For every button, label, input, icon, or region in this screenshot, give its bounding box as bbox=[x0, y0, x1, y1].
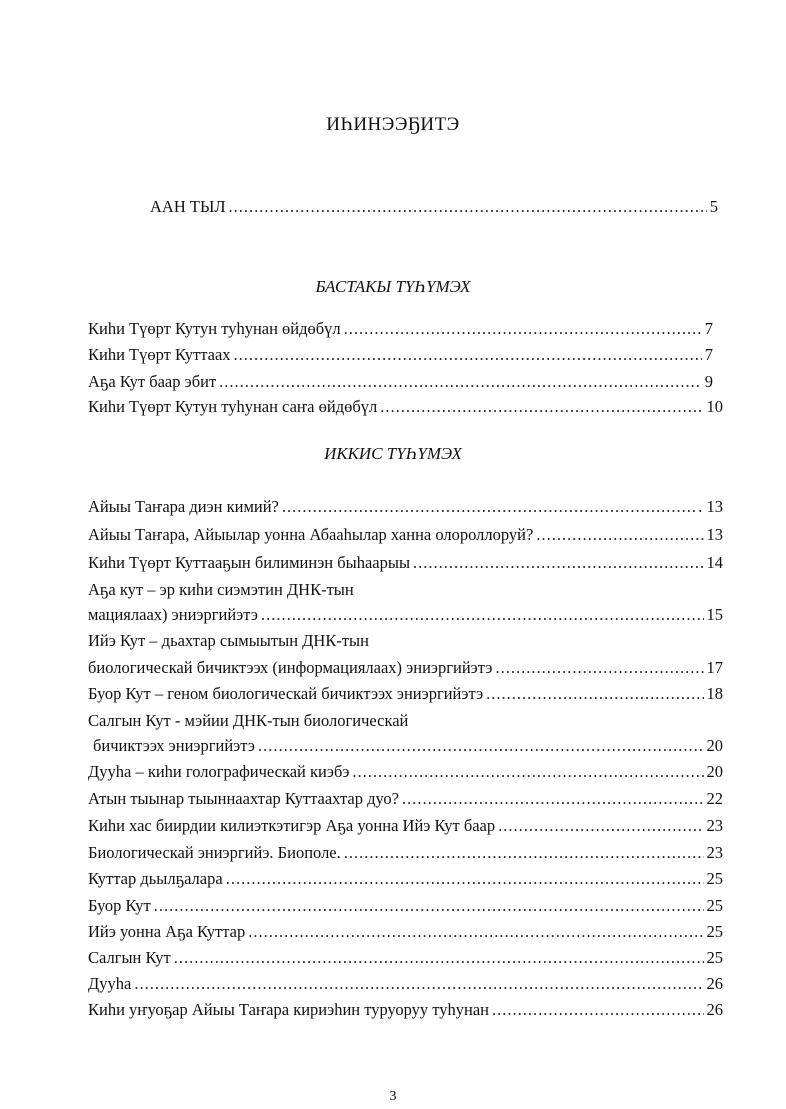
toc-entry[interactable] bbox=[88, 552, 723, 574]
toc-entry-text: Киһи хас биирдии килиэткэтигэр Аҕа уонна Ийэ Кут баар bbox=[88, 816, 496, 835]
toc-entry-page: 25 bbox=[706, 869, 723, 888]
dot-leader bbox=[352, 761, 703, 783]
toc-entry[interactable] bbox=[88, 496, 723, 518]
toc-entry-text: Атын тыынар тыыннаахтар Куттаахтар дуо? bbox=[88, 789, 399, 808]
dot-leader bbox=[536, 524, 703, 546]
toc-entry-page: 18 bbox=[706, 684, 723, 703]
toc-entry[interactable] bbox=[88, 973, 723, 995]
toc-entry[interactable] bbox=[88, 371, 713, 393]
toc-entry-text: бичиктээх эниэргийэтэ bbox=[93, 736, 255, 755]
dot-leader bbox=[258, 735, 704, 757]
toc-entry-page: 7 bbox=[704, 319, 713, 338]
toc-entry-text: Айыы Таҥара диэн кимий? bbox=[88, 497, 279, 516]
dot-leader bbox=[282, 496, 695, 518]
toc-entry-text: Киһи Түөрт Кутун туһунан саҥа өйдөбүл bbox=[88, 397, 378, 416]
toc-entry-page: 25 bbox=[706, 896, 723, 915]
dot-leader bbox=[174, 947, 704, 969]
toc-entry-first-line: Салгын Кут - мэйии ДНК-тын биологическай bbox=[88, 711, 409, 730]
toc-entry[interactable] bbox=[88, 683, 723, 705]
toc-entry-text: Дууһа – киһи голографическай киэбэ bbox=[88, 762, 350, 781]
toc-entry-intro[interactable] bbox=[150, 196, 718, 218]
toc-entry-page: 9 bbox=[704, 372, 713, 391]
dot-leader bbox=[380, 396, 703, 418]
toc-entry-text: Дууһа bbox=[88, 974, 132, 993]
toc-entry-page: 26 bbox=[706, 1000, 723, 1019]
dot-leader bbox=[413, 552, 703, 574]
section-heading-1: БАСТАКЫ ТҮҺҮМЭХ bbox=[315, 277, 471, 296]
toc-entry-page: . 13 bbox=[698, 497, 723, 516]
toc-entry-page: 23 bbox=[706, 843, 723, 862]
toc-entry-page: 20 bbox=[706, 736, 723, 755]
toc-entry-text: Салгын Кут bbox=[88, 948, 171, 967]
page-number: 3 bbox=[389, 1089, 397, 1104]
dot-leader bbox=[492, 999, 704, 1021]
toc-entry[interactable] bbox=[88, 396, 723, 418]
toc-entry-text: биологическай бичиктээх (информациялаах) эниэргийэтэ bbox=[88, 658, 493, 677]
toc-entry[interactable] bbox=[88, 604, 723, 626]
dot-leader bbox=[229, 196, 707, 218]
toc-entry-page: 14 bbox=[706, 553, 723, 572]
toc-entry-text: Куттар дьылҕалара bbox=[88, 869, 223, 888]
toc-entry[interactable] bbox=[88, 947, 723, 969]
toc-entry[interactable] bbox=[88, 524, 723, 546]
toc-entry-first-line: Ийэ Кут – дьахтар сымыытын ДНК-тын bbox=[88, 631, 369, 650]
dot-leader bbox=[219, 371, 702, 393]
toc-entry[interactable] bbox=[88, 999, 723, 1021]
toc-entry-page: 15 bbox=[706, 605, 723, 624]
dot-leader bbox=[261, 604, 704, 626]
dot-leader bbox=[154, 895, 704, 917]
toc-entry-page: 13 bbox=[706, 525, 723, 544]
dot-leader bbox=[248, 921, 703, 943]
toc-entry-text: Биологическай эниэргийэ. Биополе. bbox=[88, 843, 341, 862]
toc-entry-first-line: Аҕа кут – эр киһи сиэмэтин ДНК-тын bbox=[88, 580, 354, 599]
toc-entry-page: 10 bbox=[706, 397, 723, 416]
toc-entry[interactable] bbox=[88, 842, 723, 864]
toc-entry[interactable] bbox=[88, 318, 713, 340]
toc-entry-page: 25 bbox=[706, 948, 723, 967]
dot-leader bbox=[344, 318, 702, 340]
toc-entry-text: Киһи Түөрт Куттааҕын билиминэн быһаарыы bbox=[88, 553, 411, 572]
toc-entry[interactable] bbox=[88, 788, 723, 810]
toc-entry[interactable] bbox=[88, 761, 723, 783]
toc-entry-text: ААН ТЫЛ bbox=[150, 197, 226, 216]
dot-leader bbox=[495, 657, 703, 679]
toc-entry-text: Киһи уҥуоҕар Айыы Таҥара кириэһин туруоруу туһунан bbox=[88, 1000, 489, 1019]
toc-entry-page: 25 bbox=[706, 922, 723, 941]
dot-leader bbox=[344, 842, 704, 864]
toc-entry-page: 26 bbox=[706, 974, 723, 993]
toc-entry-page: 20 bbox=[706, 762, 723, 781]
toc-entry-text: Буор Кут – геном биологическай бичиктээх эниэргийэтэ bbox=[88, 684, 484, 703]
toc-entry-text: мациялаах) эниэргийэтэ bbox=[88, 605, 258, 624]
toc-entry[interactable] bbox=[88, 815, 723, 837]
toc-entry[interactable] bbox=[88, 868, 723, 890]
toc-entry-text: Айыы Таҥара, Айыылар уонна Абааһылар ханна олороллоруй? bbox=[88, 525, 534, 544]
toc-entry[interactable] bbox=[88, 657, 723, 679]
toc-entry[interactable] bbox=[88, 895, 723, 917]
dot-leader bbox=[234, 344, 702, 366]
dot-leader bbox=[498, 815, 703, 837]
dot-leader bbox=[402, 788, 704, 810]
dot-leader bbox=[134, 973, 703, 995]
toc-entry-text: Ийэ уонна Аҕа Куттар bbox=[88, 922, 246, 941]
toc-entry-page: 5 bbox=[709, 197, 718, 216]
toc-entry[interactable] bbox=[88, 921, 723, 943]
section-heading-2: ИККИС ТҮҺҮМЭХ bbox=[324, 444, 462, 463]
toc-entry-page: 23 bbox=[706, 816, 723, 835]
dot-leader bbox=[486, 683, 703, 705]
dot-leader bbox=[226, 868, 704, 890]
toc-entry-page: 17 bbox=[706, 658, 723, 677]
toc-entry-text: Аҕа Кут баар эбит bbox=[88, 372, 217, 391]
page-title: ИҺИНЭЭҔИТЭ bbox=[326, 114, 460, 135]
toc-entry-text: Киһи Түөрт Куттаах bbox=[88, 345, 231, 364]
toc-entry-text: Киһи Түөрт Кутун туһунан өйдөбүл bbox=[88, 319, 341, 338]
toc-entry[interactable] bbox=[93, 735, 723, 757]
toc-entry-page: 22 bbox=[706, 789, 723, 808]
toc-entry-text: Буор Кут bbox=[88, 896, 151, 915]
toc-entry-page: 7 bbox=[704, 345, 713, 364]
toc-entry[interactable] bbox=[88, 344, 713, 366]
